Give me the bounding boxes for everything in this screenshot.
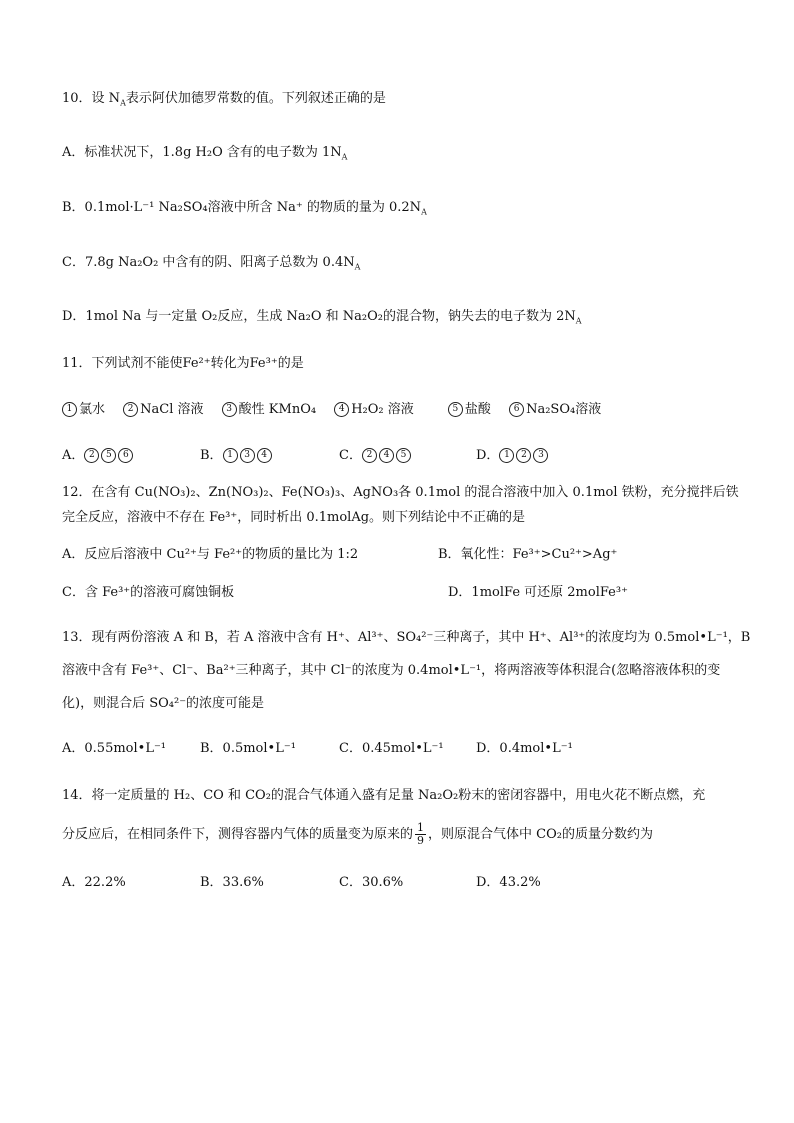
q11-item-3: 3 酸性 KMnO₄ xyxy=(222,402,316,417)
q11-item-2: 2 NaCl 溶液 xyxy=(123,402,203,417)
q10-option-d: D．1mol Na 与一定量 O₂反应，生成 Na₂O 和 Na₂O₂的混合物，钠失去的电子数为 $2N_A$ xyxy=(62,309,582,326)
q13-stem-line2: 溶液中含有 Fe³⁺、Cl⁻、Ba²⁺三种离子，其中 Cl⁻的浓度为 0.4mol•L⁻¹，将两溶液等体积混合(忽略溶液体积的变 xyxy=(62,663,721,678)
q12-stem-line2: 完全反应，溶液中不存在 Fe³⁺，同时析出 0.1molAg。则下列结论中不正确的是 xyxy=(62,510,526,525)
q11-item-6: 6 Na₂SO₄溶液 xyxy=(509,402,601,417)
q14-option-a: A．22.2% xyxy=(62,875,126,890)
q11-item-5: 5 盐酸 xyxy=(448,402,491,417)
q10-option-c: C．7.8g Na₂O₂ 中含有的阴、阳离子总数为 $0.4N_A$ xyxy=(62,255,361,272)
q13-option-a: A．0.55mol•L⁻¹ xyxy=(62,741,167,756)
q14-stem-line1: 14．将一定质量的 H₂、CO 和 CO₂的混合气体通入盛有足量 Na₂O₂粉末的密闭容器中，用电火花不断点燃，充 xyxy=(62,788,706,803)
q14-stem-line2: 分反应后，在相同条件下，测得容器内气体的质量变为原来的 $\frac{1}{9}$ ，则原混合气体中 CO₂的质量分数约为 xyxy=(62,821,653,847)
fraction-one-ninth: $\frac{1}{9}$ xyxy=(417,821,425,847)
q13-option-c: C．0.45mol•L⁻¹ xyxy=(339,741,444,756)
q13-stem-line3: 化)，则混合后 SO₄²⁻的浓度可能是 xyxy=(62,696,265,711)
q11-item-1: 1 氯水 xyxy=(62,402,105,417)
q14-option-c: C．30.6% xyxy=(339,875,404,890)
q13-stem-line1: 13．现有两份溶液 A 和 B，若 A 溶液中含有 H⁺、Al³⁺、SO₄²⁻三种离子，其中 H⁺、Al³⁺的浓度均为 0.5mol•L⁻¹，B xyxy=(62,630,751,645)
q11-choice-c: C． 2 4 5 xyxy=(339,447,413,465)
q12-option-a: A．反应后溶液中 Cu²⁺与 Fe²⁺的物质的量比为 1:2 xyxy=(62,547,359,562)
q12-option-b: B．氧化性：Fe³⁺>Cu²⁺>Ag⁺ xyxy=(438,547,618,562)
q11-items xyxy=(62,401,601,419)
q11-stem: 11．下列试剂不能使Fe²⁺转化为Fe³⁺的是 xyxy=(62,356,304,371)
q11-item-4: 4 H₂O₂ 溶液 xyxy=(334,402,414,417)
q12-option-c: C．含 Fe³⁺的溶液可腐蚀铜板 xyxy=(62,585,235,600)
q10-option-b: B．0.1mol·L⁻¹ Na₂SO₄溶液中所含 Na⁺ 的物质的量为 $0.2N_A$ xyxy=(62,200,427,217)
q11-choice-d: D． 1 2 3 xyxy=(476,447,550,465)
q11-choice-b: B． 1 3 4 xyxy=(200,447,274,465)
q12-option-d: D．1molFe 可还原 2molFe³⁺ xyxy=(448,585,628,600)
q10-option-a: A．标准状况下，1.8g H₂O 含有的电子数为 $1N_A$ xyxy=(62,145,348,162)
q13-option-b: B．0.5mol•L⁻¹ xyxy=(200,741,296,756)
q10-stem: 10．设 $N_A$表示阿伏加德罗常数的值。下列叙述正确的是 xyxy=(62,91,386,108)
q11-choice-a: A． 2 5 6 xyxy=(62,447,135,465)
q14-option-b: B．33.6% xyxy=(200,875,264,890)
q13-option-d: D．0.4mol•L⁻¹ xyxy=(476,741,573,756)
q14-option-d: D．43.2% xyxy=(476,875,541,890)
q12-stem-line1: 12．在含有 Cu(NO₃)₂、Zn(NO₃)₂、Fe(NO₃)₃、AgNO₃各 0.1mol 的混合溶液中加入 0.1mol 铁粉，充分搅拌后铁 xyxy=(62,485,739,500)
